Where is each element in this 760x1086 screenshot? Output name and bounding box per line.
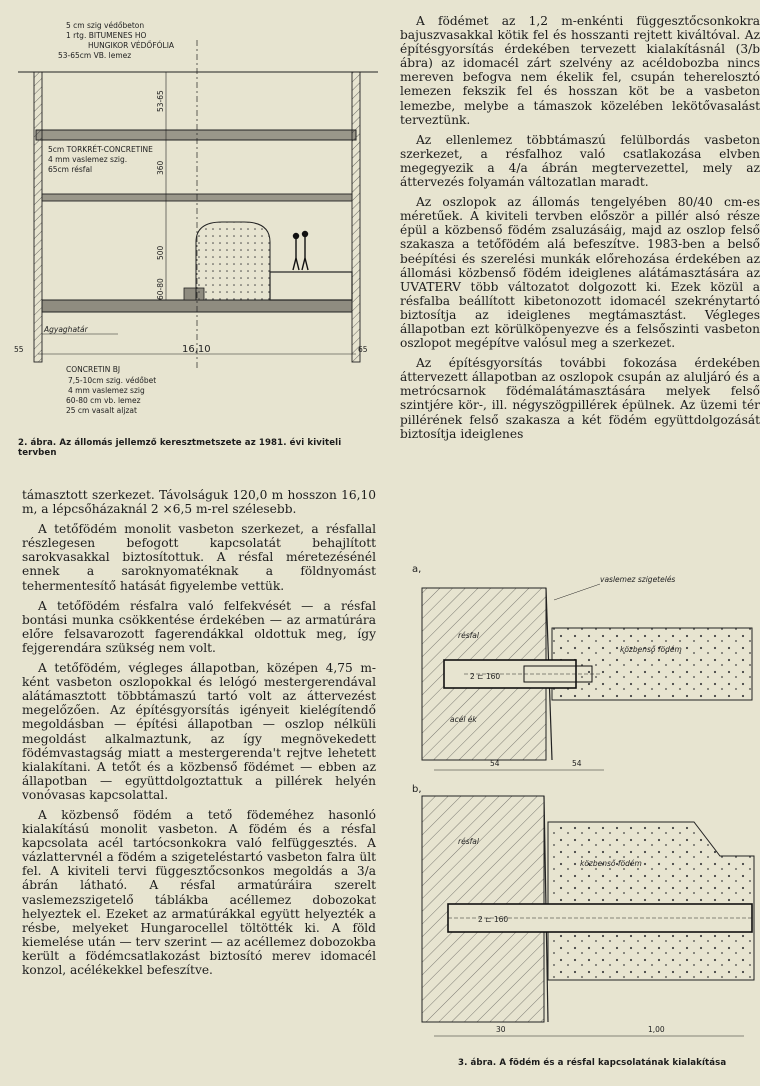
dim-53-65: 53-65 bbox=[156, 90, 165, 112]
top-layer-4: 53-65cm VB. lemez bbox=[58, 51, 132, 60]
mid-layer-2: 4 mm vaslemez szig. bbox=[48, 155, 128, 164]
fig3a-dim2: 54 bbox=[572, 759, 582, 768]
level-right: 65 bbox=[358, 345, 368, 354]
fig3b-dim1: 30 bbox=[496, 1025, 506, 1034]
fig3a-wedge: acél ék bbox=[450, 715, 477, 724]
figure-2-cross-section bbox=[8, 10, 384, 432]
bottom-layer-1: CONCRETIN BJ bbox=[66, 365, 121, 374]
figure-3-detail bbox=[404, 560, 760, 1052]
bottom-layer-5: 25 cm vasalt aljzat bbox=[66, 406, 137, 415]
bottom-layer-4: 60-80 cm vb. lemez bbox=[66, 396, 141, 405]
fig3a-insulation: vaslemez szigetelés bbox=[600, 575, 676, 584]
mid-layer-3: 65cm résfal bbox=[48, 165, 93, 174]
bottom-layer-3: 4 mm vaslemez szig bbox=[68, 386, 145, 395]
bottom-layer-2: 7,5-10cm szig. védőbet bbox=[68, 376, 157, 385]
right-column bbox=[400, 14, 760, 447]
left-paragraph-3: A tetőfödém résfalra való felfekvését — a résfal bontási munka csökkentése érdekében — az armatúrára előre felsavarozott fagerendákkal oldottuk meg, így fejgerendára szükség nem volt. bbox=[22, 598, 376, 655]
fig3a-slab: közbenső födém bbox=[620, 645, 682, 654]
fig3a-letter: a, bbox=[412, 564, 422, 575]
dim-500: 500 bbox=[156, 245, 165, 260]
left-column bbox=[22, 488, 376, 983]
fig3a-dim1: 54 bbox=[490, 759, 500, 768]
width-dim: 16,10 bbox=[182, 344, 211, 355]
right-paragraph-3: Az oszlopok az állomás tengelyében 80/40 cm-es méretűek. A kiviteli tervben először a pillér alsó része épül a közbenső födém zsaluzásáig, majd az oszlop felső szakasza a tetőfödém alá befeszítve. 1983-ben a belső beépítési és szerelési munkák előrehozása érdekében az állomási közbenső födém ideiglenes alátámasztására az UVATERV több változatot dolgozott ki. Ezek közül a résfalba beállított kibetonozott idomacél szekrénytartó biztosítja az ideiglenes megtámasztást. Végleges állapotban ezt körülköpenyezve és a felsőszinti vasbeton oszlopot megépítve valósul meg a szerkezet. bbox=[400, 195, 760, 351]
figure-2-caption: 2. ábra. Az állomás jellemző keresztmetszete az 1981. évi kiviteli tervben bbox=[18, 438, 342, 458]
top-layer-2: 1 rtg. BITUMENES HO bbox=[66, 31, 147, 40]
clay-boundary-label: Agyaghatár bbox=[44, 325, 88, 334]
level-left: 55 bbox=[14, 345, 24, 354]
mid-layer-1: 5cm TORKRÉT-CONCRETINE bbox=[48, 145, 153, 154]
fig3a-wall: résfal bbox=[458, 631, 479, 640]
right-paragraph-2: Az ellenlemez többtámaszú felülbordás vasbeton szerkezet, a résfalhoz való csatlakozása elvben megegyezik a 4/a ábrán megtervezettel, mely az áttervezés folyamán változatlan maradt. bbox=[400, 132, 760, 190]
right-paragraph-4: Az építésgyorsítás további fokozása érdekében áttervezett állapotban az oszlopok csupán az aluljáró és a metrócsarnok födémalátámasztására melyek felső szintjére kör-, ill. négyszögpillérek épülnek. Az üzemi tér pillérének felső szakasza a két födém együttdolgozását biztosítja ideiglenes bbox=[400, 356, 760, 441]
left-paragraph-4: A tetőfödém, végleges állapotban, középen 4,75 m-ként vasbeton oszlopokkal és lelógó mestergerendával alátámasztott többtámaszú tartó volt az áttervezést megelőzően. Az építésgyorsítás igényeit kielégítendő megoldásban — építési állapotban — oszlop nélküli megoldást alkalmaztunk, az így megnövekedett födémvastagság miatt a mestergerenda't rejtve lehetett kialakítani. A tetőt és a közbenső födémet — ebben az állapotban — együttdolgoztattuk a pillérek helyén vonóvasas kapcsolattal. bbox=[22, 661, 376, 802]
left-paragraph-2: A tetőfödém monolit vasbeton szerkezet, a résfallal részlegesen befogott kapcsolatát behajlított sarokvasakkal biztosítottuk. A résfal méretezésénél ennek a saroknyomatéknak a földnyomást tehermentesítő hatását figyelembe vettük. bbox=[22, 522, 376, 593]
dim-60-80: 60-80 bbox=[156, 278, 165, 300]
dim-360: 360 bbox=[156, 160, 165, 175]
left-paragraph-5: A közbenső födém a tető födeméhez hasonló kialakítású monolit vasbeton. A födém és a résfal kapcsolata acél tartócsonkokra való felfüggesztés. A vázlattervnél a födém a szigeteléstartó vasbeton falra ült fel. A kiviteli tervi függesztőcsonkos megoldás a 3/a ábrán látható. A résfal armatúráira szerelt vaslemezszigetelő táblákba acéllemez dobozokat helyeztek el. Ezeket az armatúrákkal együtt helyezték a résbe, melyeket Hungarocellel töltötték ki. A föld kiemelése után — terv szerint — az acéllemez dobozokba került a födémcsatlakozást biztosító merev idomacél konzol, acélékekkel befeszítve. bbox=[22, 807, 376, 977]
fig3b-letter: b, bbox=[412, 784, 422, 795]
right-paragraph-1: A födémet az 1,2 m-enkénti függesztőcsonkokra bajuszvasakkal kötik fel és hosszanti rejtett kiváltóval. Az építésgyorsítás érdekében tervezett kialakításnál (3/b ábra) az idomacél zárt szelvény az acéldobozba nincs mereven befogva nem ékelik fel, csupán teherelosztó lemezen fekszik fel és hosszan köt be a vasbeton lemezbe, melybe a támaszok közelében lekötővasalást terveztünk. bbox=[400, 14, 760, 127]
left-paragraph-1: támasztott szerkezet. Távolságuk 120,0 m hosszon 16,10 m, a lépcsőházaknál 2 ×6,5 m-rel szélesebb. bbox=[22, 488, 376, 517]
fig3b-profile: 2 ⊏ 160 bbox=[478, 915, 509, 924]
fig3b-dim2: 1,00 bbox=[648, 1025, 665, 1034]
figure-3-caption: 3. ábra. A födém és a résfal kapcsolatának kialakítása bbox=[458, 1058, 727, 1068]
fig3b-wall: résfal bbox=[458, 837, 479, 846]
top-layer-1: 5 cm szig védőbeton bbox=[66, 21, 145, 30]
top-layer-3: HUNGIKOR VÉDŐFÓLIA bbox=[88, 41, 175, 50]
fig3a-profile: 2 ⊏ 160 bbox=[470, 672, 501, 681]
fig3b-slab: közbenső födém bbox=[580, 859, 642, 868]
